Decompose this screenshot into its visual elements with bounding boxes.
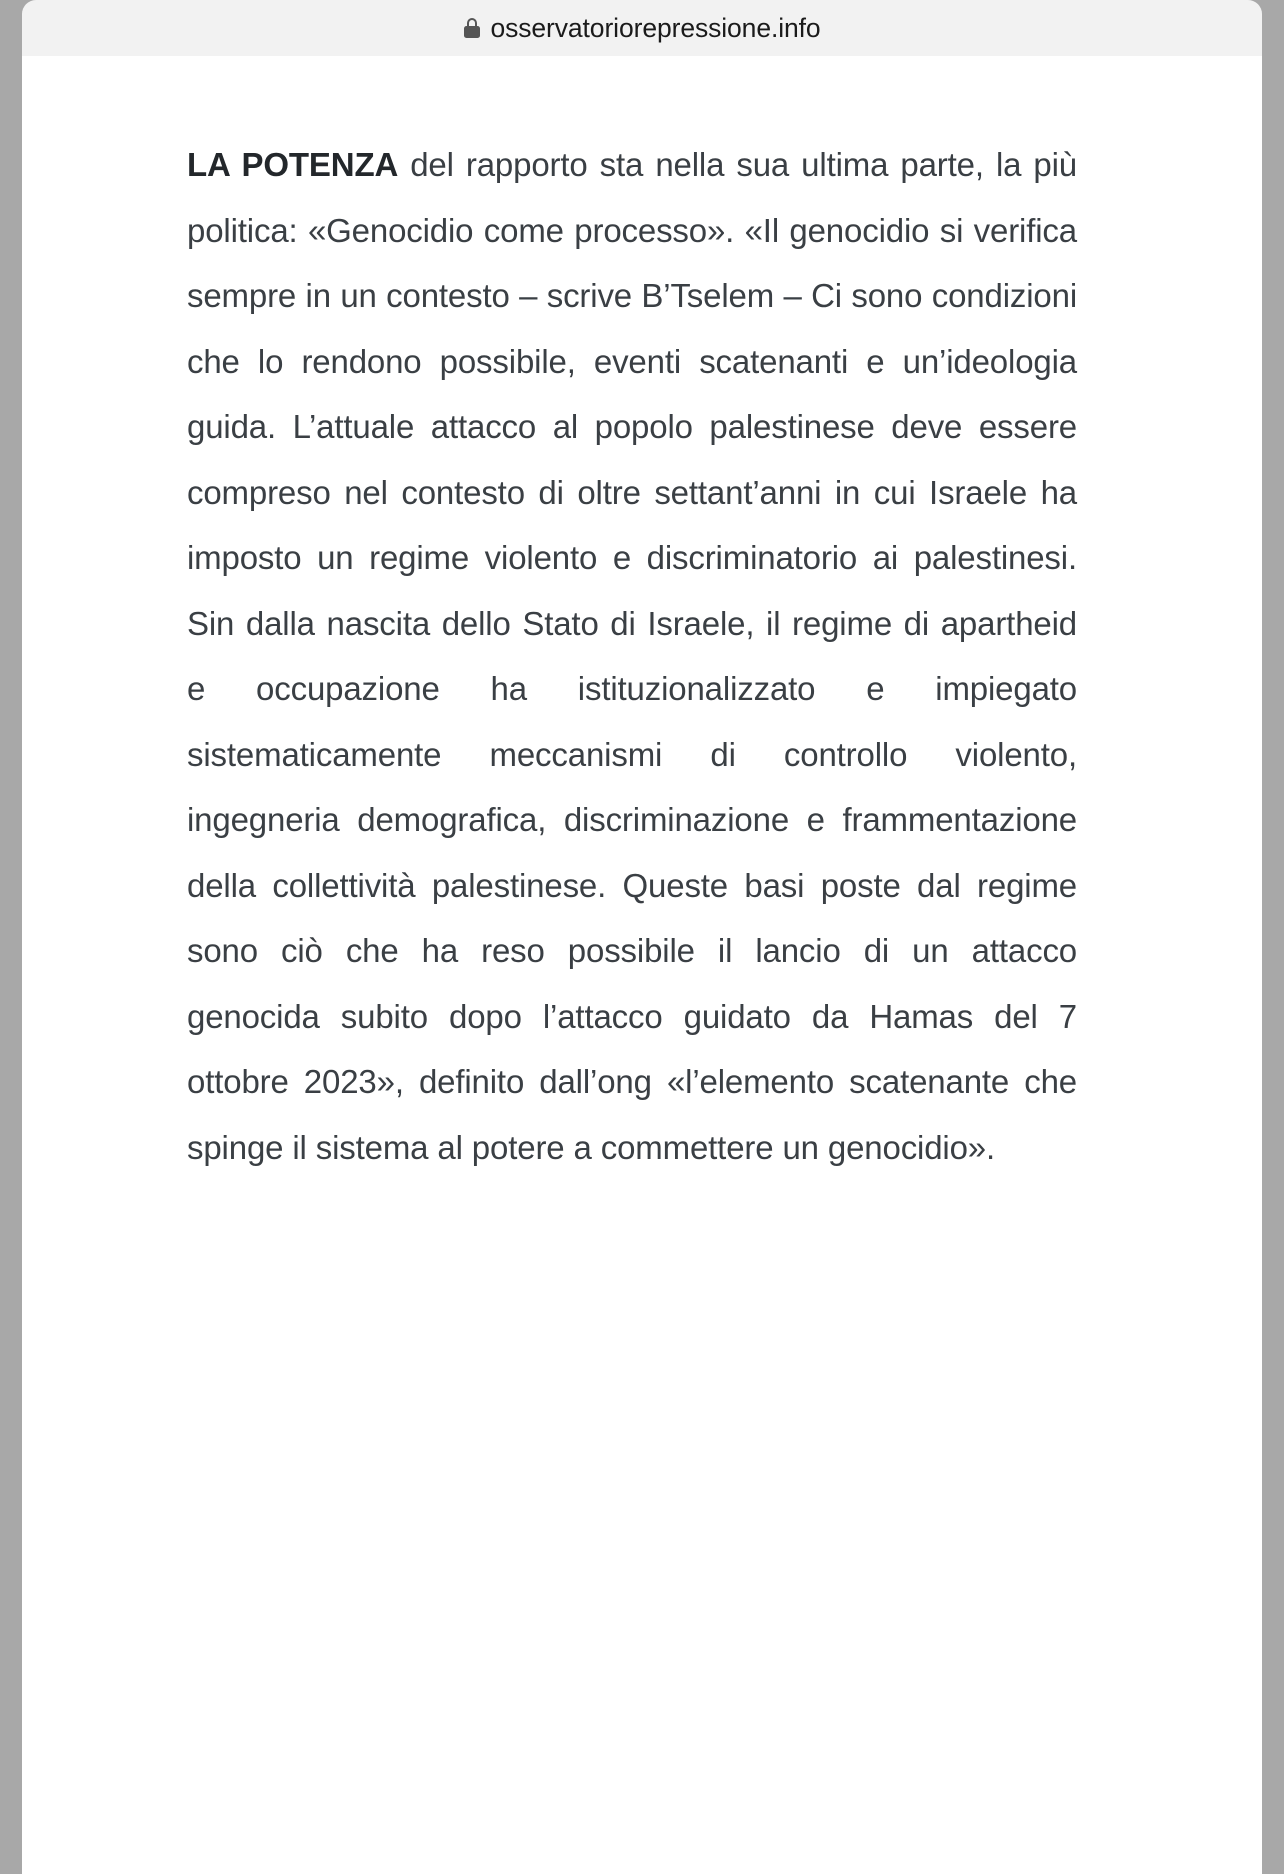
browser-url-bar[interactable] [22, 0, 1262, 56]
url-pill[interactable] [445, 8, 838, 48]
article-body-text: del rapporto sta nella sua ultima parte, la più politica: «Genocidio come processo». «Il genocidio si verifica sempre in un contesto – scrive B’Tselem – Ci sono condizioni che lo rendono possibile, eventi scatenanti e un’ideologia guida. L’attuale attacco al popolo palestinese deve essere compreso nel contesto di oltre settant’anni in cui Israele ha imposto un regime violento e discriminatorio ai palestinesi. Sin dalla nascita dello Stato di Israele, il regime di apartheid e occupazione ha istituzionalizzato e impiegato sistematicamente meccanismi di controllo violento, ingegneria demografica, discriminazione e frammentazione della collettività palestinese. Queste basi poste dal regime sono ciò che ha reso possibile il lancio di un attacco genocida subito dopo l’attacco guidato da Hamas del 7 ottobre 2023», definito dall’ong «l’elemento scatenante che spinge il sistema al potere a commettere un genocidio». [187, 146, 1077, 1166]
article-lead-in: LA POTENZA [187, 146, 399, 183]
article-paragraph [22, 132, 1262, 1180]
lock-icon [463, 18, 480, 38]
article-content [22, 56, 1262, 1180]
page-viewport[interactable] [22, 56, 1262, 1874]
url-text: osservatoriorepressione.info [490, 12, 821, 43]
